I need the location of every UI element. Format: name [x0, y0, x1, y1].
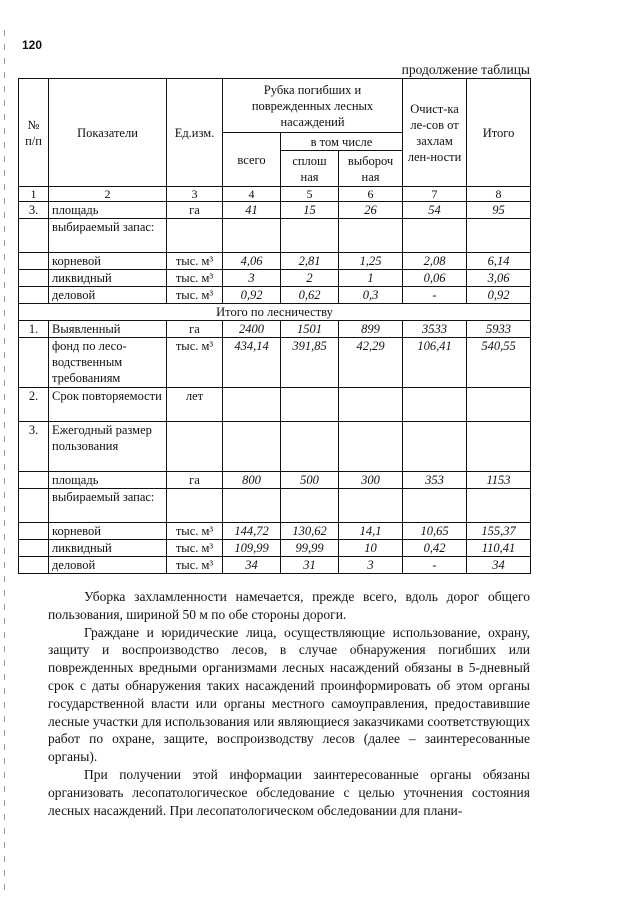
forestry-table	[18, 78, 531, 574]
cell-unit: тыс. м³	[167, 557, 223, 574]
header-selective: выбороч ная	[339, 151, 403, 187]
cell-value	[281, 388, 339, 422]
column-numbers-row	[19, 187, 531, 202]
cell-unit: тыс. м³	[167, 270, 223, 287]
cell-value	[223, 219, 281, 253]
cell-value	[281, 489, 339, 523]
cell-value: 0,06	[403, 270, 467, 287]
cell-value: 110,41	[467, 540, 531, 557]
cell-value: 130,62	[281, 523, 339, 540]
cell-value: 353	[403, 472, 467, 489]
cell-value: 0,92	[467, 287, 531, 304]
header-cleaning: Очист-ка ле-сов от захлам лен-ности	[403, 79, 467, 187]
table-row	[19, 338, 531, 388]
cell-unit: лет	[167, 388, 223, 422]
cell-value: 34	[223, 557, 281, 574]
col-num: 8	[467, 187, 531, 202]
cell-value: 95	[467, 202, 531, 219]
cell-value: 109,99	[223, 540, 281, 557]
section-row	[19, 304, 531, 321]
header-unit: Ед.изм.	[167, 79, 223, 187]
paragraph: Уборка захламленности намечается, прежде всего, вдоль дорог общего пользования, шириной 50 м по обе стороны дороги.	[48, 589, 530, 622]
table-row	[19, 202, 531, 219]
col-num: 1	[19, 187, 49, 202]
cell-value: 434,14	[223, 338, 281, 388]
cell-value: 391,85	[281, 338, 339, 388]
col-num: 4	[223, 187, 281, 202]
cell-name: площадь	[49, 202, 167, 219]
cell-value: 14,1	[339, 523, 403, 540]
cell-value: 3533	[403, 321, 467, 338]
cell-value	[339, 219, 403, 253]
cell-name: фонд по лесо-водственным требованиям	[49, 338, 167, 388]
cell-value: 0,3	[339, 287, 403, 304]
cell-unit: га	[167, 321, 223, 338]
cell-unit: тыс. м³	[167, 540, 223, 557]
cell-name: Срок повторяемости	[49, 388, 167, 422]
cell-value: 3	[339, 557, 403, 574]
cell-unit: тыс. м³	[167, 338, 223, 388]
cell-value: 34	[467, 557, 531, 574]
table-row	[19, 388, 531, 422]
cell-value	[223, 422, 281, 472]
cell-no	[19, 540, 49, 557]
cell-value: 540,55	[467, 338, 531, 388]
cell-value: 500	[281, 472, 339, 489]
cell-value	[467, 422, 531, 472]
cell-value	[223, 489, 281, 523]
cell-value: 99,99	[281, 540, 339, 557]
cell-no: 3.	[19, 202, 49, 219]
cell-value: 3	[223, 270, 281, 287]
cell-name: выбираемый запас:	[49, 489, 167, 523]
table-row	[19, 523, 531, 540]
cell-value: 26	[339, 202, 403, 219]
header-clear: сплош ная	[281, 151, 339, 187]
cell-value: 4,06	[223, 253, 281, 270]
table-row	[19, 321, 531, 338]
cell-value: 2,81	[281, 253, 339, 270]
cell-no	[19, 523, 49, 540]
header-including: в том числе	[281, 133, 403, 151]
cell-value: 15	[281, 202, 339, 219]
cell-value: 2,08	[403, 253, 467, 270]
cell-unit	[167, 489, 223, 523]
table-row	[19, 540, 531, 557]
cell-value: 1501	[281, 321, 339, 338]
cell-value: 5933	[467, 321, 531, 338]
table-row	[19, 557, 531, 574]
cell-value: 42,29	[339, 338, 403, 388]
cell-value: 54	[403, 202, 467, 219]
cell-value: 899	[339, 321, 403, 338]
col-num: 6	[339, 187, 403, 202]
cell-value: 10,65	[403, 523, 467, 540]
cell-value: 106,41	[403, 338, 467, 388]
cell-value: 2	[281, 270, 339, 287]
paragraph: Граждане и юридические лица, осуществляющие использование, охрану, защиту и воспроизводство лесов, в случае обнаружения погибших или поврежденных вредными организмами лесных насаждений обязаны в 5-дневный срок с даты обнаружения таких насаждений проинформировать об этом органы государственной власти или органы местного самоуправления, предоставившие лесные участки для использования или являющиеся заказчиками соответствующих работ по охране, защите, воспроизводству лесов (далее – заинтересованные органы).	[48, 624, 530, 765]
cell-name: корневой	[49, 523, 167, 540]
cell-value	[467, 219, 531, 253]
cell-value: 1153	[467, 472, 531, 489]
cell-value: -	[403, 557, 467, 574]
cell-value: 800	[223, 472, 281, 489]
table-row	[19, 287, 531, 304]
table-continuation-label: продолжение таблицы	[401, 62, 530, 77]
cell-value: 300	[339, 472, 403, 489]
cell-value	[403, 219, 467, 253]
paragraph: При получении этой информации заинтересованные органы обязаны организовать лесопатологическое обследование с целью уточнения состояния лесных насаждений. При лесопатологическом обследовании для плани-	[48, 766, 530, 818]
cell-value	[281, 422, 339, 472]
cell-name: деловой	[49, 557, 167, 574]
cell-value	[339, 388, 403, 422]
header-itogo: Итого	[467, 79, 531, 187]
cell-value: 0,62	[281, 287, 339, 304]
page-edge-line	[4, 30, 5, 890]
cell-value: 144,72	[223, 523, 281, 540]
header-felling: Рубка погибших и поврежденных лесных насаждений	[223, 79, 403, 133]
cell-name: площадь	[49, 472, 167, 489]
cell-name: Ежегодный размер пользования	[49, 422, 167, 472]
cell-value: 1	[339, 270, 403, 287]
page-number: 120	[22, 38, 43, 52]
cell-no: 1.	[19, 321, 49, 338]
cell-no	[19, 472, 49, 489]
cell-no	[19, 557, 49, 574]
cell-unit: тыс. м³	[167, 523, 223, 540]
cell-unit: тыс. м³	[167, 253, 223, 270]
cell-no: 3.	[19, 422, 49, 472]
cell-value: 0,42	[403, 540, 467, 557]
header-total-all: всего	[223, 133, 281, 187]
cell-value	[339, 422, 403, 472]
cell-unit	[167, 219, 223, 253]
col-num: 3	[167, 187, 223, 202]
cell-value	[403, 388, 467, 422]
cell-name: ликвидный	[49, 540, 167, 557]
cell-name: выбираемый запас:	[49, 219, 167, 253]
cell-no	[19, 287, 49, 304]
cell-unit: га	[167, 202, 223, 219]
header-no: № п/п	[19, 79, 49, 187]
cell-no	[19, 270, 49, 287]
cell-value: 41	[223, 202, 281, 219]
cell-unit: тыс. м³	[167, 287, 223, 304]
table-row	[19, 253, 531, 270]
table-row	[19, 472, 531, 489]
cell-name: ликвидный	[49, 270, 167, 287]
body-text	[48, 588, 530, 819]
cell-value: 0,92	[223, 287, 281, 304]
cell-value	[281, 219, 339, 253]
cell-value	[403, 422, 467, 472]
cell-value: 10	[339, 540, 403, 557]
col-num: 7	[403, 187, 467, 202]
table-row	[19, 219, 531, 253]
table-row	[19, 422, 531, 472]
cell-value	[223, 388, 281, 422]
cell-value	[467, 388, 531, 422]
cell-no	[19, 219, 49, 253]
cell-no: 2.	[19, 388, 49, 422]
cell-unit: га	[167, 472, 223, 489]
table-row	[19, 270, 531, 287]
col-num: 2	[49, 187, 167, 202]
cell-value: -	[403, 287, 467, 304]
cell-value	[403, 489, 467, 523]
cell-value	[467, 489, 531, 523]
cell-name: деловой	[49, 287, 167, 304]
header-indicators: Показатели	[49, 79, 167, 187]
section-title: Итого по лесничеству	[19, 304, 531, 321]
cell-value: 3,06	[467, 270, 531, 287]
cell-no	[19, 253, 49, 270]
table-row	[19, 489, 531, 523]
cell-name: Выявленный	[49, 321, 167, 338]
cell-value: 1,25	[339, 253, 403, 270]
col-num: 5	[281, 187, 339, 202]
cell-no	[19, 338, 49, 388]
cell-value: 31	[281, 557, 339, 574]
cell-unit	[167, 422, 223, 472]
cell-value: 6,14	[467, 253, 531, 270]
cell-no	[19, 489, 49, 523]
cell-value: 2400	[223, 321, 281, 338]
cell-name: корневой	[49, 253, 167, 270]
cell-value	[339, 489, 403, 523]
cell-value: 155,37	[467, 523, 531, 540]
